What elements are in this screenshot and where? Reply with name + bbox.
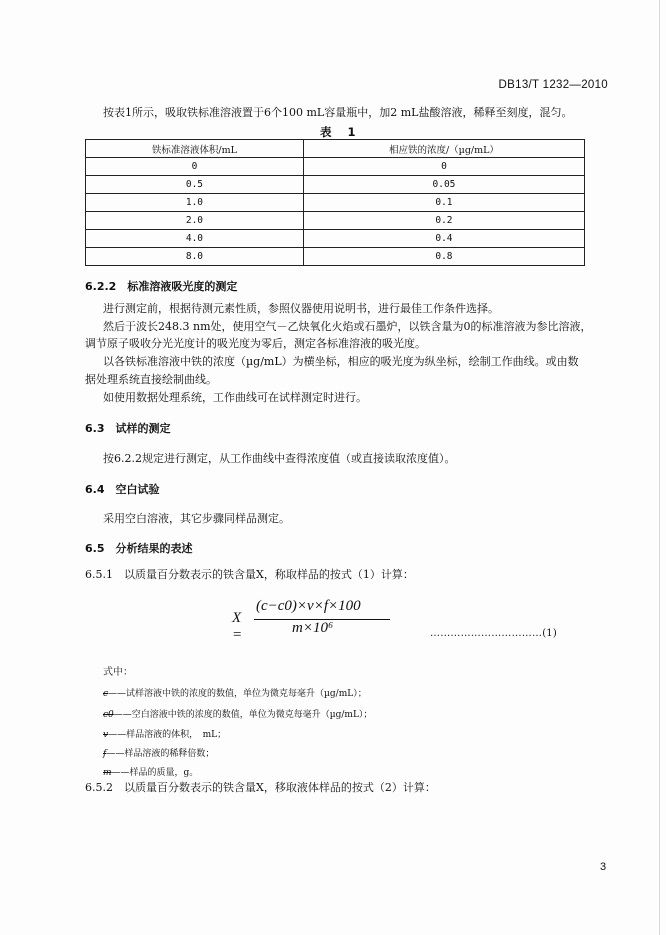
table-cell-concentration: 0.2: [303, 212, 584, 230]
document-code: DB13/T 1232—2010: [498, 79, 608, 91]
table-row: [86, 248, 585, 266]
variable-description: ——样品的质量，g。: [111, 768, 199, 778]
section-heading-6-3: 6.3 试样的测定: [85, 422, 171, 435]
table-row: [86, 158, 585, 176]
paragraph-line: 调节原子吸收分光光度计的吸光度为零后，测定各标准溶液的吸光度。: [85, 337, 426, 350]
scan-edge-line: [659, 0, 660, 935]
clause-6-5-1: 6.5.1 以质量百分数表示的铁含量X，称取样品的按式（1）计算：: [85, 568, 414, 581]
formula-numerator: (c−c0)×v×f×100: [256, 598, 361, 614]
section-heading-6-2-2: 6.2.2 标准溶液吸光度的测定: [85, 280, 238, 293]
paragraph-line: 据处理系统直接绘制曲线。: [85, 373, 217, 386]
variable-symbol: f: [103, 749, 107, 759]
page-number: 3: [600, 861, 607, 873]
table-cell-volume: 8.0: [86, 248, 304, 266]
table-cell-volume: 0.5: [86, 176, 304, 194]
table-caption: 表 1: [320, 125, 362, 139]
paragraph-line: 按6.2.2规定进行测定，从工作曲线中查得浓度值（或直接读取浓度值）。: [103, 452, 456, 465]
paragraph-line: 然后于波长248.3 nm处，使用空气－乙炔氧化火焰或石墨炉，以铁含量为0的标准溶液为参比溶液，: [103, 320, 592, 333]
table-row: [86, 212, 585, 230]
variable-description: ——样品溶液的稀释倍数；: [106, 749, 215, 759]
table-header-concentration: 相应铁的浓度/（µg/mL）: [303, 140, 584, 158]
table-row: [86, 176, 585, 194]
table-cell-volume: 4.0: [86, 230, 304, 248]
variable-definition: [103, 707, 372, 720]
table-cell-concentration: 0.4: [303, 230, 584, 248]
table-row: [86, 194, 585, 212]
formula-denominator: m×10⁶: [292, 620, 334, 636]
table-cell-concentration: 0.1: [303, 194, 584, 212]
table-cell-concentration: 0.8: [303, 248, 584, 266]
variable-definition: [103, 727, 226, 740]
table-cell-volume: 1.0: [86, 194, 304, 212]
variable-definition: [103, 765, 198, 778]
table-row: [86, 230, 585, 248]
formula-lhs: X =: [232, 610, 243, 643]
variable-definition: [103, 686, 367, 699]
paragraph-line: 进行测定前，根据待测元素性质，参照仪器使用说明书，进行最佳工作条件选择。: [103, 302, 499, 315]
paragraph-line: 采用空白溶液，其它步骤同样品测定。: [103, 512, 290, 525]
table-cell-volume: 0: [86, 158, 304, 176]
paragraph-line: 如使用数据处理系统，工作曲线可在试样测定时进行。: [103, 391, 367, 404]
table-cell-concentration: 0.05: [303, 176, 584, 194]
variable-definition: [103, 746, 214, 759]
standard-solution-table: [85, 139, 585, 266]
table-header-volume: 铁标准溶液体积/mL: [86, 140, 304, 158]
variable-symbol: v: [103, 730, 109, 740]
variable-description: ——样品溶液的体积， mL；: [108, 730, 227, 740]
where-label: 式中：: [103, 667, 133, 678]
section-heading-6-4: 6.4 空白试验: [85, 483, 160, 496]
variable-description: ——空白溶液中铁的浓度的数值，单位为微克每毫升（µg/mL）；: [113, 710, 373, 720]
intro-paragraph: 按表1所示，吸取铁标准溶液置于6个100 mL容量瓶中，加2 mL盐酸溶液，稀释至刻度，混匀。: [103, 106, 573, 119]
table-cell-volume: 2.0: [86, 212, 304, 230]
variable-symbol: c0: [103, 710, 114, 720]
table-cell-concentration: 0: [303, 158, 584, 176]
section-heading-6-5: 6.5 分析结果的表述: [85, 542, 193, 555]
variable-description: ——试样溶液中铁的浓度的数值，单位为微克每毫升（µg/mL）；: [108, 689, 367, 699]
equation-number: ……………………………(1): [430, 628, 557, 639]
variable-symbol: c: [103, 689, 109, 699]
paragraph-line: 以各铁标准溶液中铁的浓度（µg/mL）为横坐标，相应的吸光度为纵坐标，绘制工作曲线。或由数: [103, 355, 579, 368]
table-header-row: [86, 140, 585, 158]
variable-symbol: m: [103, 768, 112, 778]
clause-6-5-2: 6.5.2 以质量百分数表示的铁含量X，移取液体样品的按式（2）计算：: [85, 781, 436, 794]
